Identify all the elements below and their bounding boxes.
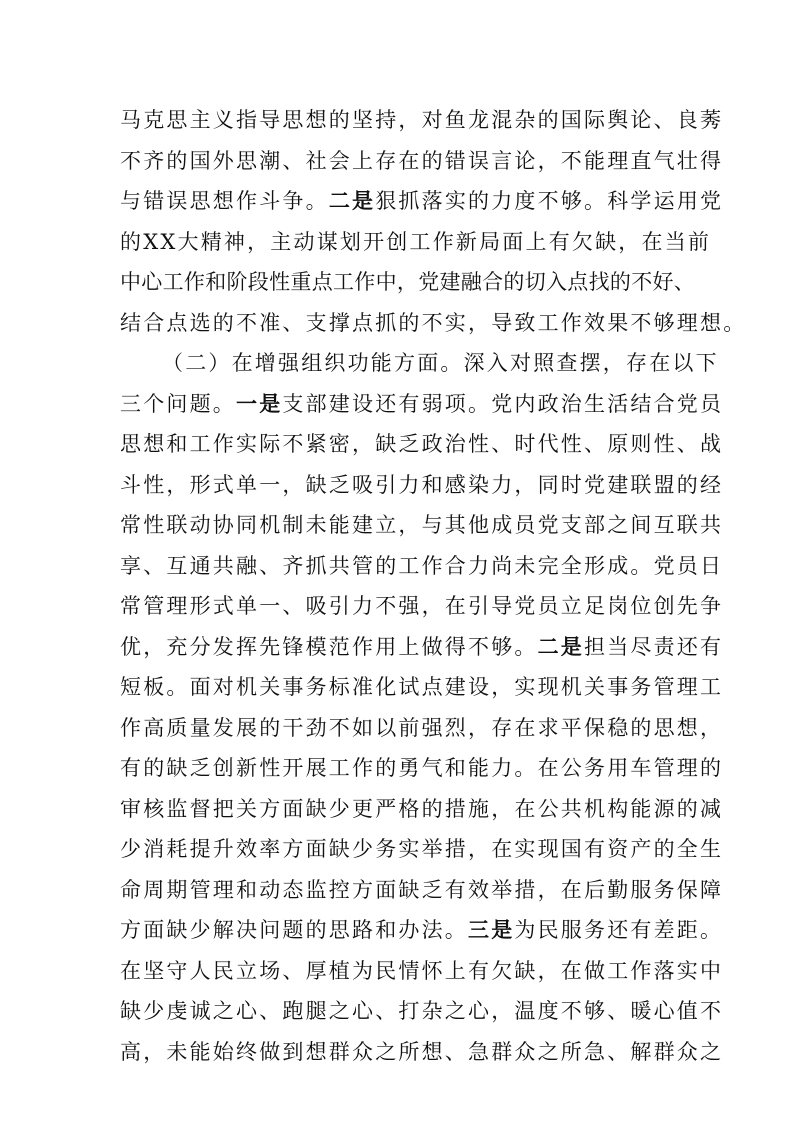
text-run: 马克思主义指导思想的坚持，对鱼龙混杂的国际舆论、良莠 <box>120 108 724 132</box>
text-line <box>120 991 724 1032</box>
text-run: 优，充分发挥先锋模范作用上做得不够。 <box>120 634 538 659</box>
text-run: 在坚守人民立场、厚植为民情怀上有欠缺，在做工作落实中 <box>120 958 724 983</box>
text-line <box>120 262 696 303</box>
text-line <box>120 1032 724 1073</box>
text-run: 狠抓落实的力度不够。科学运用党 <box>375 189 724 213</box>
emphasis-label: 一是 <box>236 390 283 416</box>
text-run: 中心工作和阶段性重点工作中，党建融合的切入点找的不好、 <box>120 270 696 294</box>
text-line <box>120 424 724 465</box>
text-run: 审核监督把关方面缺少更严格的措施，在公共机构能源的减 <box>120 796 724 821</box>
text-line <box>120 465 724 506</box>
text-line <box>120 627 724 668</box>
text-run: 三个问题。 <box>120 391 236 416</box>
text-line <box>120 100 724 141</box>
text-run: 结合点选的不准、支撑点抓的不实，导致工作效果不够理想。 <box>120 310 747 335</box>
text-run: 高，未能始终做到想群众之所想、急群众之所急、解群众之 <box>120 1039 724 1064</box>
text-line <box>120 546 724 587</box>
text-line <box>120 505 724 546</box>
text-run: 享、互通共融、齐抓共管的工作合力尚未完全形成。党员日 <box>120 553 724 578</box>
text-run: 为民服务还有差距。 <box>514 918 724 942</box>
text-run: 方面缺少解决问题的思路和办法。 <box>120 918 468 942</box>
text-run: 命周期管理和动态监控方面缺乏有效举措，在后勤服务保障 <box>120 877 724 902</box>
text-line <box>120 910 724 951</box>
text-run: 作高质量发展的干劲不如以前强烈，存在求平保稳的思想， <box>120 715 724 740</box>
emphasis-label: 二是 <box>537 633 585 659</box>
text-line <box>120 667 724 708</box>
text-run: 支部建设还有弱项。党内政治生活结合党员 <box>282 391 724 416</box>
text-line <box>120 384 724 425</box>
text-line <box>120 870 724 911</box>
text-line <box>120 303 747 344</box>
text-line <box>120 222 712 263</box>
text-run: 常管理形式单一、吸引力不强，在引导党员立足岗位创先争 <box>120 594 724 618</box>
text-run: 的XX大精神，主动谋划开创工作新局面上有欠缺，在当前 <box>120 229 712 254</box>
emphasis-label: 三是 <box>468 917 515 942</box>
text-run: （二）在增强组织功能方面。深入对照查摆，存在以下 <box>162 351 719 375</box>
text-line <box>120 586 724 627</box>
text-line <box>120 141 724 182</box>
text-run: 与错误思想作斗争。 <box>120 189 329 213</box>
text-run: 思想和工作实际不紧密，缺乏政治性、时代性、原则性、战 <box>120 432 724 456</box>
emphasis-label: 二是 <box>328 188 376 213</box>
body-text <box>120 100 747 1072</box>
text-line <box>120 789 724 830</box>
text-line <box>120 708 724 749</box>
text-line <box>120 829 724 870</box>
text-line <box>120 343 719 384</box>
text-run: 少消耗提升效率方面缺少务实举措，在实现国有资产的全生 <box>120 837 724 861</box>
text-line <box>120 951 724 992</box>
text-run: 短板。面对机关事务标准化试点建设，实现机关事务管理工 <box>120 675 724 699</box>
text-run: 常性联动协同机制未能建立，与其他成员党支部之间互联共 <box>120 513 724 537</box>
text-run: 斗性，形式单一，缺乏吸引力和感染力，同时党建联盟的经 <box>120 472 724 497</box>
text-run: 不齐的国外思潮、社会上存在的错误言论，不能理直气壮得 <box>120 148 724 173</box>
text-run: 有的缺乏创新性开展工作的勇气和能力。在公务用车管理的 <box>120 756 724 780</box>
text-line <box>120 181 724 222</box>
text-line <box>120 748 724 789</box>
text-run: 担当尽责还有 <box>584 634 724 659</box>
text-run: 缺少虔诚之心、跑腿之心、打杂之心，温度不够、暖心值不 <box>120 999 724 1023</box>
